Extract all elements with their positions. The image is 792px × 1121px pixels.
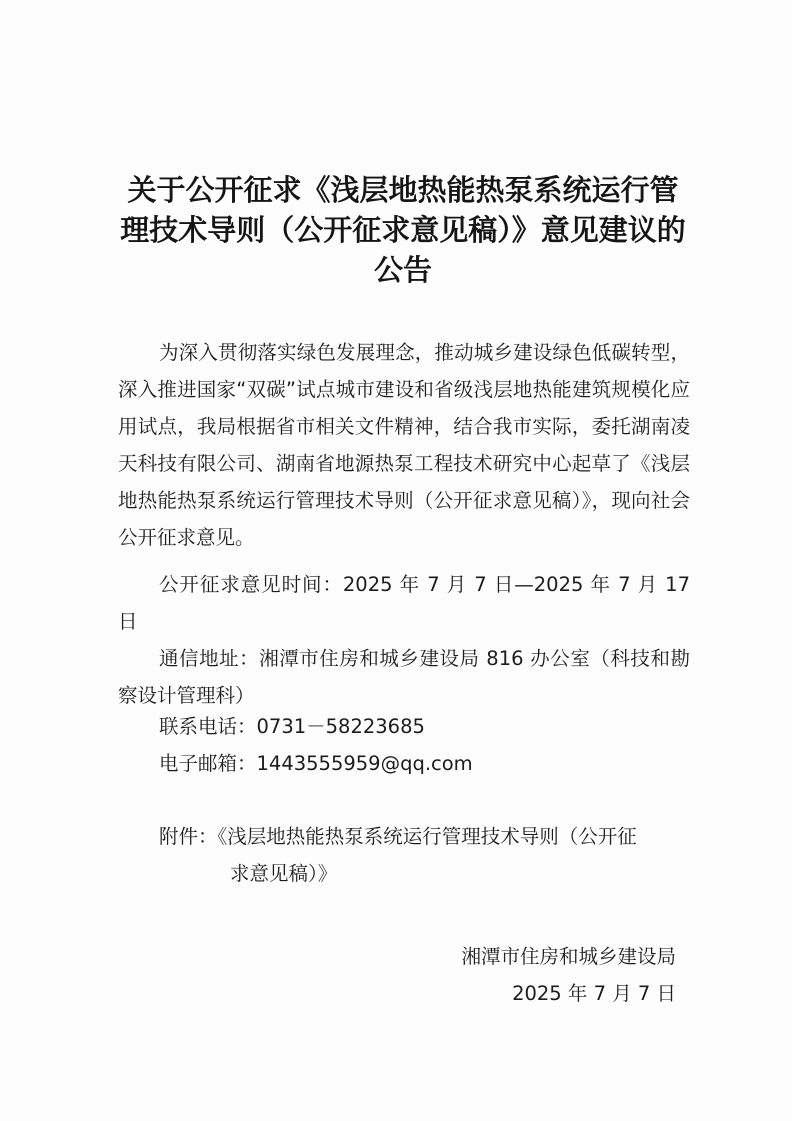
contact-email-label: 电子邮箱： bbox=[159, 752, 257, 775]
attachment-label: 附件： bbox=[159, 825, 218, 848]
contact-phone-label: 联系电话： bbox=[159, 715, 257, 738]
contact-email bbox=[118, 745, 690, 782]
contact-phone-value: 0731－58223685 bbox=[256, 715, 425, 738]
attachment-title-line1[interactable]: 《浅层地热能热泵系统运行管理技术导则（公开征 bbox=[217, 825, 637, 848]
comment-period-value: 2025 年 7 月 7 日—2025 年 7 月 17 日 bbox=[118, 573, 690, 633]
issue-date: 2025 年 7 月 7 日 bbox=[512, 982, 676, 1005]
comment-period bbox=[118, 566, 690, 640]
attachment-title-line2[interactable]: 求意见稿）》 bbox=[230, 862, 338, 885]
contact-phone bbox=[118, 708, 690, 745]
attachment-note bbox=[159, 818, 689, 892]
document-title: 关于公开征求《浅层地热能热泵系统运行管理技术导则（公开征求意见稿）》意见建议的公告 bbox=[120, 173, 686, 287]
comment-period-label: 公开征求意见时间： bbox=[159, 573, 343, 596]
mailing-address-label: 通信地址： bbox=[159, 647, 260, 670]
intro-paragraph: 为深入贯彻落实绿色发展理念，推动城乡建设绿色低碳转型，深入推进国家“双碳”试点城市建设和省级浅层地热能建筑规模化应用试点，我局根据省市相关文件精神，结合我市实际，委托湖南凌天科技有限公司、湖南省地源热泵工程技术研究中心起草了《浅层地热能热泵系统运行管理技术导则（公开征求意见稿）》，现向社会公开征求意见。 bbox=[118, 341, 690, 549]
mailing-address-value: 湘潭市住房和城乡建设局 816 办公室（科技和勘察设计管理科） bbox=[118, 647, 690, 707]
contact-email-value[interactable]: 1443555959@qq.com bbox=[256, 752, 473, 775]
mailing-address bbox=[118, 640, 690, 714]
issuing-authority: 湘潭市住房和城乡建设局 bbox=[461, 945, 676, 968]
